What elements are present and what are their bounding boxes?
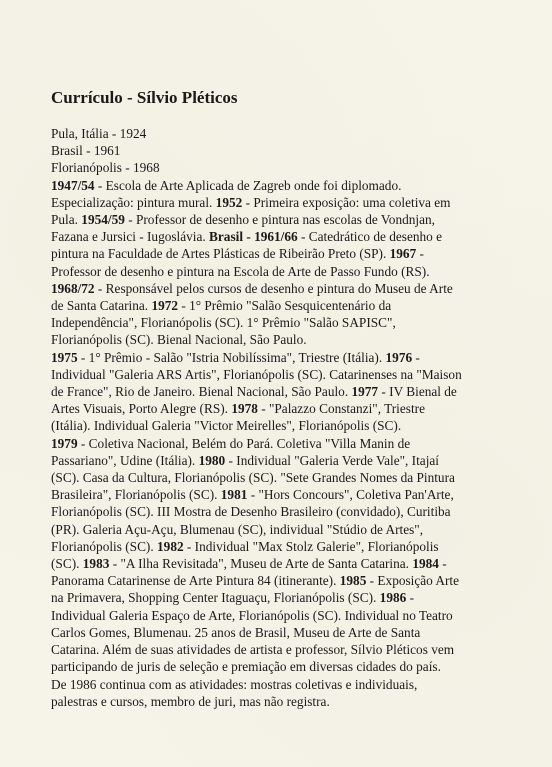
text-run: - [416,246,424,262]
bold-text-run: 1967 [389,246,417,262]
bold-text-run: 1985 [339,573,367,589]
bold-text-run: 1952 [215,194,243,210]
bold-text-run: 1982 [157,538,184,554]
bold-text-run: 1947/54 [51,177,95,193]
text-line [51,125,529,142]
text-run: Florianópolis (SC). [51,538,158,554]
bold-text-run: 1954/59 [81,212,125,228]
bold-text-run: 1978 [231,401,258,417]
text-run: palestras e cursos, membro de juri, mas não registra. [51,693,330,709]
text-line [51,486,529,503]
text-line [51,521,529,538]
text-line [51,228,529,245]
text-run: Individual "Galeria ARS Artis", Florianópolis (SC). Catarinenses na "Maison [51,366,462,382]
text-line [51,624,529,641]
text-run: - "Hors Concours", Coletiva Pan'Arte, [247,487,454,503]
text-run: - [412,349,420,365]
text-run: (PR). Galeria Açu-Açu, Blumenau (SC), individual "Stúdio de Artes", [51,521,424,537]
text-line [51,658,529,675]
text-line [51,383,529,400]
text-run: - Individual "Galeria Verde Vale", Itajaí [225,452,439,468]
text-line [51,314,529,331]
text-line [51,194,529,211]
text-run: de France", Rio de Janeiro. Bienal Nacional, São Paulo. [51,384,352,400]
text-run: - "Palazzo Constanzi", Triestre [257,401,425,417]
text-line [51,693,529,710]
bold-text-run: 1968/72 [51,280,95,296]
text-line [51,435,529,452]
bold-text-run: 1975 [51,349,78,365]
text-run: Fazana e Jursici - Iugoslávia. [51,229,210,245]
bold-text-run: 1981 [220,487,248,503]
text-run: - [438,556,447,572]
text-run: - Responsável pelos cursos de desenho e pintura do Museu de Arte [94,280,453,296]
text-line [51,469,529,486]
text-run: Individual Galeria Espaço de Arte, Florianópolis (SC). Individual no Teatro [51,607,453,623]
text-line [51,245,529,262]
text-run: (SC). [51,556,83,572]
text-line [51,211,529,228]
text-line [51,280,529,297]
text-run: Catarina. Além de suas atividades de artista e professor, Sílvio Pléticos vem [51,642,455,658]
text-run: - Coletiva Nacional, Belém do Pará. Coletiva "Villa Manin de [77,435,411,451]
text-line [51,263,529,280]
text-run: Artes Visuais, Porto Alegre (RS). [51,401,232,417]
text-line [51,555,529,572]
text-line [51,159,529,176]
text-run: Especialização: pintura mural. [51,194,216,210]
text-line [51,297,529,314]
text-line [51,400,529,417]
bold-text-run: 1986 [379,590,407,606]
bold-text-run: 1977 [351,384,379,400]
text-run: - Professor de desenho e pintura nas escolas de Vondnjan, [124,212,435,228]
text-run: Brasil - 1961 [51,143,121,159]
text-run: Panorama Catarinense de Arte Pintura 84 (itinerante). [51,573,340,589]
bold-text-run: 1979 [51,435,78,451]
text-run: - Catedrático de desenho e [297,229,443,245]
text-line [51,142,529,159]
text-run: Professor de desenho e pintura na Escola de Arte de Passo Fundo (RS). [51,263,430,279]
bold-text-run: Brasil - 1961/66 [209,229,298,245]
text-run: pintura na Faculdade de Artes Plásticas de Ribeirão Preto (SP). [51,246,390,262]
text-line [51,572,529,589]
text-run: Florianópolis - 1968 [51,160,160,176]
text-run: - [406,590,415,606]
text-run: Pula, Itália - 1924 [51,126,147,141]
text-run: Brasileira", Florianópolis (SC). [51,487,221,503]
text-line [51,607,529,624]
text-line [51,589,529,606]
text-run: Florianópolis (SC). III Mostra de Desenho Brasileiro (convidado), Curitiba [51,504,451,520]
bold-text-run: 1983 [82,556,110,572]
text-run: - 1° Prêmio "Salão Sesquicentenário da [178,298,392,314]
text-run: participando de juris de seleção e premiação em diversas cidades do país. [51,659,441,675]
text-run: na Primavera, Shopping Center Itaguaçu, Florianópolis (SC). [51,590,380,606]
text-line [51,177,529,194]
text-line [51,538,529,555]
text-run: de Santa Catarina. [51,298,152,314]
text-run: Independência", Florianópolis (SC). 1° Prêmio "Salão SAPISC", [51,315,396,331]
text-run: - Exposição Arte [366,573,460,589]
bold-text-run: 1972 [151,298,179,314]
text-line [51,676,529,693]
text-line [51,452,529,469]
text-run: (SC). Casa da Cultura, Florianópolis (SC). "Sete Grandes Nomes da Pintura [51,470,455,486]
text-run: - "A Ilha Revisitada", Museu de Arte de Santa Catarina. [109,556,413,572]
text-run: - 1° Prêmio - Salão "Istria Nobilíssima", Triestre (Itália). [77,349,386,365]
text-run: Florianópolis (SC). Bienal Nacional, São Paulo. [51,332,307,348]
text-line [51,349,529,366]
page-title: Currículo - Sílvio Pléticos [51,88,238,107]
text-line [51,331,529,348]
text-run: Pula. [51,212,82,228]
text-run: - IV Bienal de [378,384,457,400]
text-line [51,366,529,383]
text-line [51,417,529,434]
text-line [51,641,529,658]
text-run: Carlos Gomes, Blumenau. 25 anos de Brasil, Museu de Arte de Santa [51,624,421,640]
curriculum-body [51,125,529,710]
text-run: (Itália). Individual Galeria "Victor Meirelles", Florianópolis (SC). [51,418,402,434]
text-run: - Escola de Arte Aplicada de Zagreb onde foi diplomado. [94,177,402,193]
text-line [51,503,529,520]
bold-text-run: 1980 [198,452,226,468]
text-run: De 1986 continua com as atividades: mostras coletivas e individuais, [51,676,418,692]
bold-text-run: 1976 [385,349,413,365]
text-run: - Individual "Max Stolz Galerie", Florianópolis [183,538,439,554]
text-run: - Primeira exposição: uma coletiva em [242,194,451,210]
text-run: Passariano", Udine (Itália). [51,452,199,468]
bold-text-run: 1984 [412,556,439,572]
